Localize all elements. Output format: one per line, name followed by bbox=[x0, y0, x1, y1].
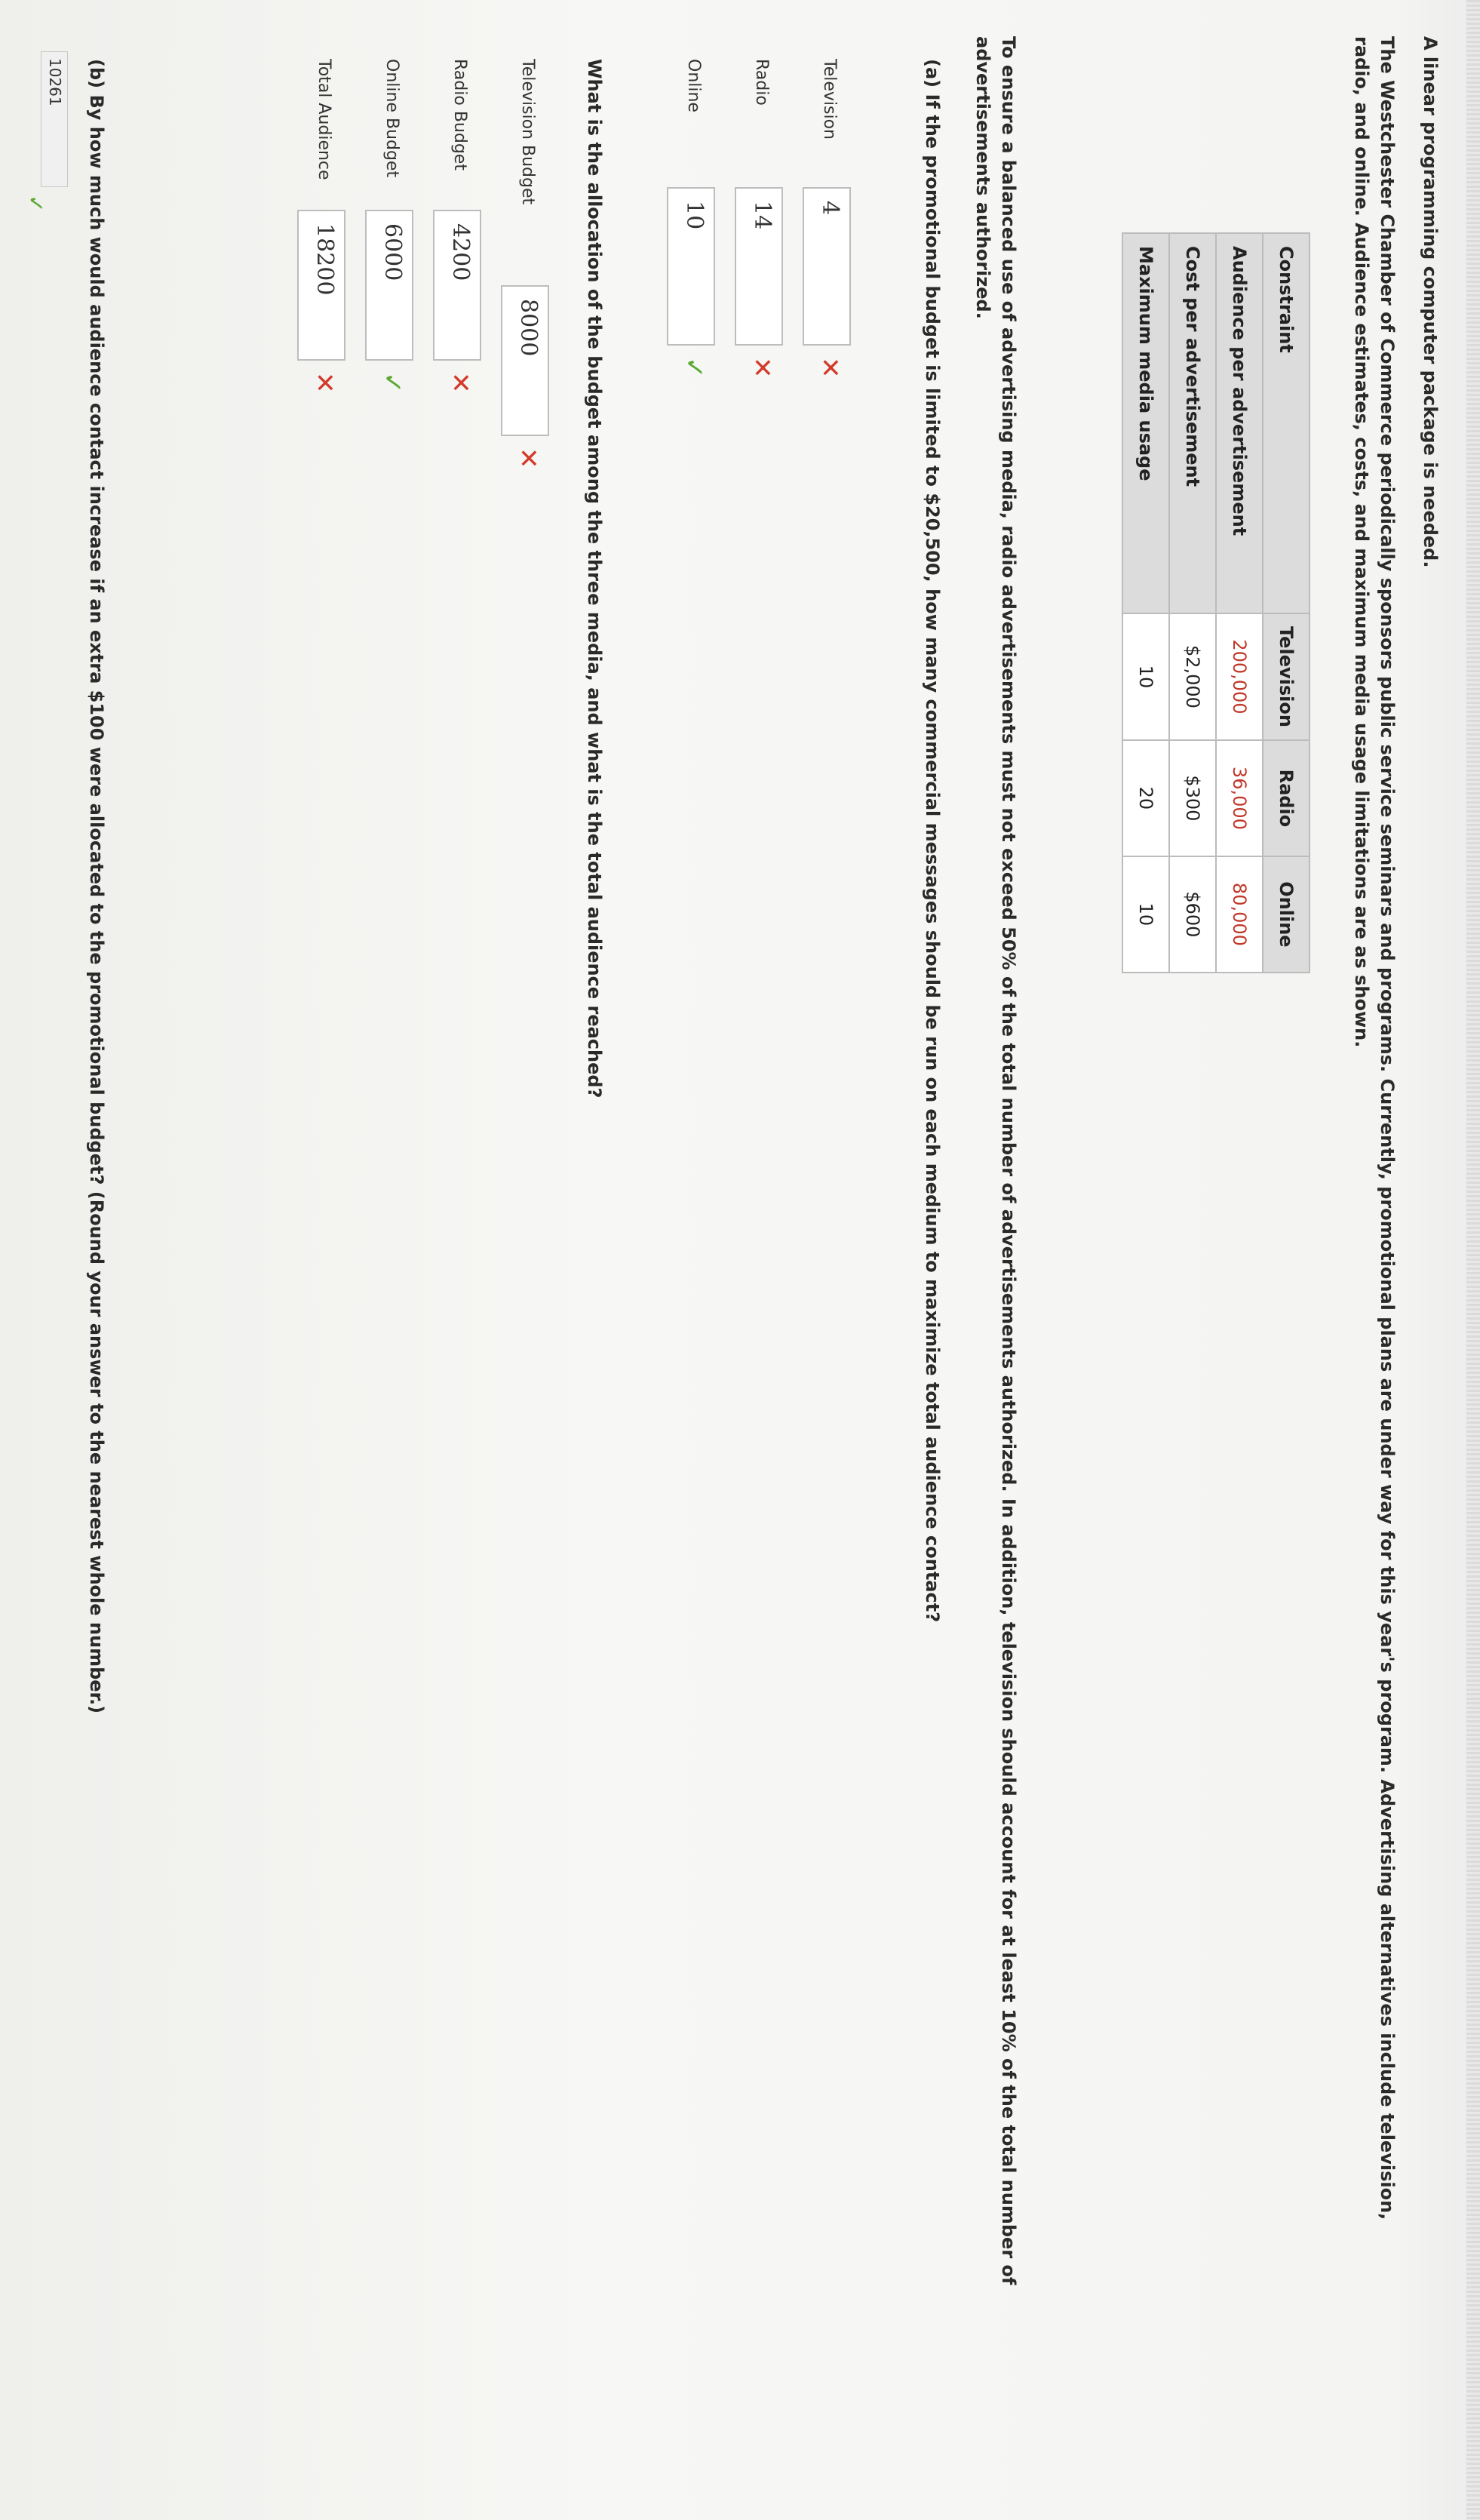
wrong-mark-icon: ✕ bbox=[513, 447, 543, 469]
header-radio: Radio bbox=[1263, 740, 1310, 856]
cell-radio: $300 bbox=[1169, 740, 1216, 856]
top-border bbox=[1466, 0, 1480, 2520]
row-label: Cost per advertisement bbox=[1169, 233, 1216, 613]
tv-count-input[interactable]: 4 bbox=[803, 187, 851, 346]
cell-online: 80,000 bbox=[1216, 856, 1263, 973]
row-label: Audience per advertisement bbox=[1216, 233, 1263, 613]
cell-online: $600 bbox=[1169, 856, 1216, 973]
table-row bbox=[1169, 233, 1216, 973]
cell-radio: 20 bbox=[1122, 740, 1169, 856]
tv-budget-label: Television Budget bbox=[518, 59, 537, 205]
part-b-input[interactable]: 10261 bbox=[41, 51, 68, 187]
cell-tv: 10 bbox=[1122, 613, 1169, 740]
question-a: (a) If the promotional budget is limited to $20,500, how many commercial messages should be run on each medium to maximize total audience contact? bbox=[922, 59, 943, 1623]
cell-online: 10 bbox=[1122, 856, 1169, 973]
wrong-mark-icon: ✕ bbox=[309, 372, 339, 394]
balance-paragraph: To ensure a balanced use of advertising media, radio advertisements must not exceed 50% of the total number of advertisements authorized. In addition, television should account for at least 10% of the total number of advertisements authorized. bbox=[972, 36, 1019, 2285]
total-audience-label: Total Audience bbox=[315, 59, 333, 180]
table-header-row bbox=[1263, 233, 1310, 973]
online-count-label: Online bbox=[684, 59, 703, 112]
question-allocation: What is the allocation of the budget among the three media, and what is the total audience reached? bbox=[584, 59, 605, 1099]
table-row bbox=[1122, 233, 1169, 973]
cell-tv: 200,000 bbox=[1216, 613, 1263, 740]
radio-count-label: Radio bbox=[752, 59, 771, 106]
question-b: (b) By how much would audience contact increase if an extra $100 were allocated to the promotional budget? (Round your answer to the nearest whole number.) bbox=[86, 59, 107, 1714]
wrong-mark-icon: ✕ bbox=[747, 357, 777, 379]
radio-budget-input[interactable]: 4200 bbox=[433, 210, 481, 361]
wrong-mark-icon: ✕ bbox=[445, 372, 475, 394]
intro-paragraph: The Westchester Chamber of Commerce periodically sponsors public service seminars and programs. Currently, promotional plans are under way for this year's program. Advertising alternatives include television, radio, and online. Audience estimates, costs, and maximum media usage limitations are as shown. bbox=[1351, 36, 1398, 2220]
online-budget-label: Online Budget bbox=[382, 59, 401, 178]
tv-budget-input[interactable]: 8000 bbox=[501, 285, 549, 436]
cell-tv: $2,000 bbox=[1169, 613, 1216, 740]
wrong-mark-icon: ✕ bbox=[815, 357, 845, 379]
total-audience-input[interactable]: 18200 bbox=[297, 210, 345, 361]
tv-count-label: Television bbox=[820, 59, 839, 140]
intro-line: A linear programming computer package is needed. bbox=[1420, 36, 1441, 568]
online-budget-input[interactable]: 6000 bbox=[365, 210, 413, 361]
check-mark-icon: ✓ bbox=[679, 357, 709, 379]
header-online: Online bbox=[1263, 856, 1310, 973]
check-mark-icon: ✓ bbox=[23, 195, 48, 213]
table-row bbox=[1216, 233, 1263, 973]
header-constraint: Constraint bbox=[1263, 233, 1310, 613]
radio-budget-label: Radio Budget bbox=[450, 59, 469, 171]
check-mark-icon: ✓ bbox=[377, 372, 407, 394]
online-count-input[interactable]: 10 bbox=[667, 187, 715, 346]
radio-count-input[interactable]: 14 bbox=[735, 187, 783, 346]
cell-radio: 36,000 bbox=[1216, 740, 1263, 856]
row-label: Maximum media usage bbox=[1122, 233, 1169, 613]
media-table bbox=[1122, 232, 1310, 973]
header-television: Television bbox=[1263, 613, 1310, 740]
